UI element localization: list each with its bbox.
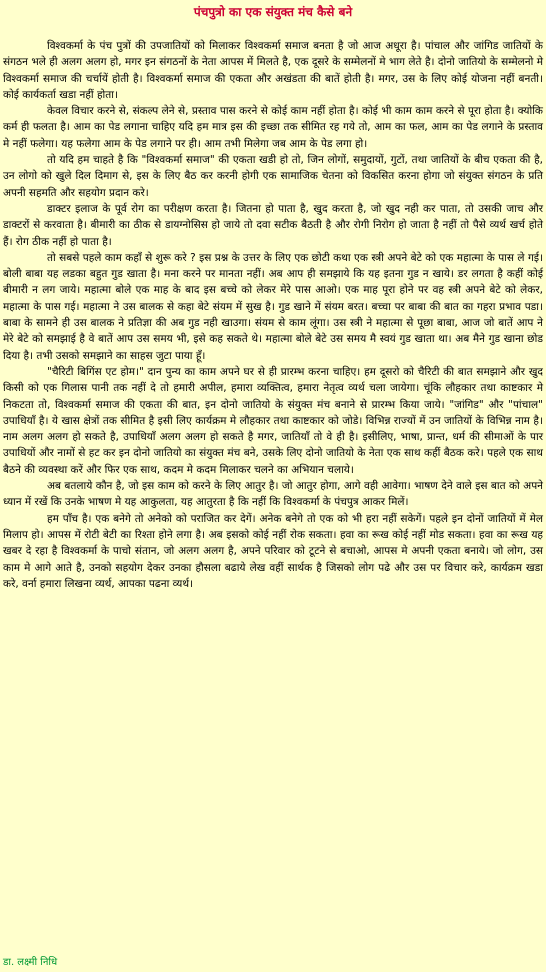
article-title: पंचपुत्रो का एक संयुक्त मंच कैसे बने [193,5,353,19]
paragraph-8: हम पाँच है। एक बनेगे तो अनेको को पराजित कर देगें। अनेक बनेगे तो एक को भी हरा नहीं सकेगें। पहले इन दोनों जातियों में मेल मिलाप हो। आपस में रोटी बेटी का रिश्ता होने लगा है। अब इसको कोई नहीं रोक सकता। हवा का रूख कोई नहीं मोड सकता। हवा का रूख यह खबर दे रहा है विश्वकर्मा के पाचो संतान, जो अलग अलग है, अपने परिवार को टूटने से बचाओ, आपस मे अपनी एकता बनाये। जो लोग, उस काम मे आगे आते है, उनको सहयोग देकर उनका हौसला बढाये लेख वहीं सार्थक है जिसको लोग पढे और उस पर विचार करे, कार्यक्रम खडा करे, वर्ना हमारा लिखना व्यर्थ, आपका पढना व्यर्थ। [3,512,543,590]
article-body [3,38,543,592]
paragraph-6: "चैरिटी बिगिंस एट होम।" दान पुन्य का काम अपने घर से ही प्रारम्भ करना चाहिए। हम दूसरो को चैरिटी की बात समझाने और खुद किसी को एक गिलास पानी तक नहीं दे तो हमारी अपील, हमारा व्यक्तित्व, हमारा नेतृत्व व्यर्थ चला जायेगा। चूंकि लौहकार तथा काष्टकार मे निकटता तो, विश्वकर्मा समाज की एकता की बात, इन दोनो जातियो के संयुक्त मंच बनाने से प्रारम्भ किया जाये। "जांगिड" और "पांचाल" उपाधियाँ है। ये खास क्षेत्रों तक सीमित है इसी लिए कार्यक्रम मे लौहकार तथा काष्टकार को जोडे। विभिन्न राज्यों में उन जातियों के विभिन्न नाम है। नाम अलग अलग हो सकते है, उपाधियाँ अलग अलग हो सकते है मगर, जातियाँ तो वे ही है। इसीलिए, भाषा, प्रान्त, धर्म की सीमाओं के पार उपाधियों और नामों से हट कर इन दोनो जातियो का संयुक्त मंच बने, उसके लिए दोनो जातियो के नेता एक साथ कहीं बैठक करे। पहले एक साथ बैठने की व्यवस्था करें और फिर एक साथ, कदम मे कदम मिलाकर चलने का अभियान चलाये। [3,365,543,476]
paragraph-1: विश्वकर्मा के पंच पुत्रों की उपजातियों को मिलाकर विश्वकर्मा समाज बनता है जो आज अधूरा है। पांचाल और जांगिड जातियों के संगठन भले ही अलग अलग हो, मगर इन संगठनों के नेता आपस में मिलते है, एक दूसरे के सम्मेलनों मे भाग लेते है। दोनो जातियो के सम्मेलनो मे विश्वकर्मा समाज की चर्चायें होती है। विश्वकर्मा समाज की एकता और अखंडता की बातें होती है। मगर, उस के लिए कोई योजना नहीं बनती। कोई कार्यकर्ता खडा नहीं होता। [3,40,543,101]
author-signature: डा. लक्ष्मी निधि [3,957,58,968]
paragraph-7: अब बतलाये कौन है, जो इस काम को करने के लिए आतुर है। जो आतुर होगा, आगे वही आवेगा। भाषण देने वाले इस बात को अपने ध्यान में रखें कि उनके भाषण मे यह आकुलता, यह आतुरता है कि नहीं कि विश्वकर्मा के पंचपुत्र आकर मिलें। [3,480,543,509]
paragraph-2: केवल विचार करने से, संकल्प लेने से, प्रस्ताव पास करने से कोई काम नहीं होता है। कोई भी काम काम करने से पूरा होता है। क्योकि कर्म ही फलता है। आम का पेड लगाना चाहिए यदि हम मात्र इस की इच्छा तक सीमित रह गये तो, आम का फल, आम का पेड लगाने के प्रस्ताव मे नहीं फलेगा। यह फलेगा आम के पेड लगाने पर ही। आम तभी मिलेगा जब आम के पेड लगा हो। [3,105,543,150]
paragraph-3: तो यदि हम चाहते है कि "विश्वकर्मा समाज" की एकता खडी हो तो, जिन लोगों, समुदायों, गुटों, तथा जातियों के बीच एकता की है, उन लोगो को खुले दिल दिमाग से, इस के लिए बैठ कर करनी होगी एक सामाजिक चेतना को विकसित करना होगा जो संयुक्त संगठन के प्रति अपनी सहमति और सहयोग प्रदान करे। [3,154,543,199]
paragraph-4: डाक्टर इलाज के पूर्व रोग का परीक्षण करता है। जितना हो पाता है, खुद करता है, जो खुद नही कर पाता, तो उसकी जाच और डाक्टरों से करवाता है। बीमारी का ठीक से डायग्नोसिस हो जाये तो दवा सटीक बैठती है और रोगी निरोग हो जाता है नहीं तो पैसे व्यर्थ खर्च होते हैं। रोग ठीक नहीं हो पाता है। [3,202,543,248]
paragraph-5: तो सबसे पहले काम कहाँ से शुरू करे ? इस प्रश्न के उत्तर के लिए एक छोटी कथा एक स्त्री अपने बेटे को एक महात्मा के पास ले गई। बोली बाबा यह लडका बहुत गुड खाता है। मना करने पर मानता नहीं। अब आप ही समझाये कि यह इतना गुड न खाये। डर लगता है कहीं कोई बीमारी न लग जाये। महात्मा बोले एक माह के बाद इस बच्चे को लेकर मेरे पास आओ। एक माह पूरा होने पर वह स्त्री अपने बेटे को लेकर, महात्मा के पास गई। महात्मा ने उस बालक से कहा बेटे संयम में सुख है। गुड खाने में संयम बरत। बच्चा पर बाबा की बात का गहरा प्रभाव पडा। बाबा के सामने ही उस बालक ने प्रतिज्ञा की अब गुड नही खाउगा। संयम से काम लूंगा। उस स्त्री ने महात्मा से पूछा बाबा, आज जो बातें आप ने मेरे बेटे को समझाई है वे बातें आप उस समय भी, इसे कह सकते थे। महात्मा बोले बेटे उस समय मै स्वयं गुड खाता था। अब मैने गुड खाना छोड दिया है। तभी उसको समझाने का साहस जुटा पाया हूँ। [3,251,543,362]
